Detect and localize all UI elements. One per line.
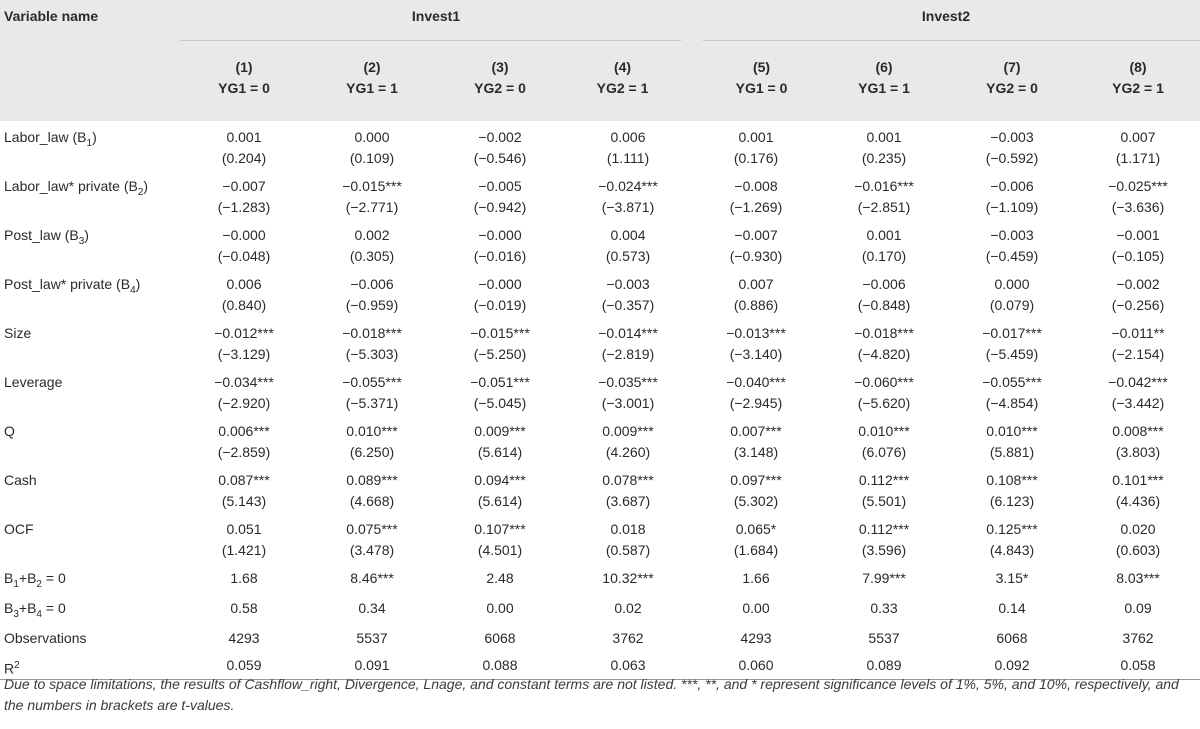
table-cell: 10.32*** — [602, 570, 654, 586]
table-body — [0, 121, 1200, 680]
table-cell: 4293 — [228, 629, 260, 646]
table-row — [0, 320, 1200, 369]
table-row — [0, 173, 1200, 222]
table-cell: 3.15* — [995, 570, 1029, 586]
column-header: (3) YG2 = 0 — [436, 41, 564, 122]
table-row — [0, 418, 1200, 467]
table-cell: 6068 — [484, 629, 516, 646]
table-cell: 0.060 — [738, 656, 774, 673]
variable-name-header: Variable name — [4, 8, 99, 24]
table-row — [0, 369, 1200, 418]
table-cell: −0.055*** (−4.854) — [982, 374, 1042, 411]
table-row — [0, 595, 1200, 625]
table-cell: −0.003 (−0.459) — [985, 227, 1039, 264]
table-cell: 0.007 (1.171) — [1115, 129, 1161, 166]
table-cell: 0.34 — [358, 599, 386, 616]
table-cell: 0.010*** (5.881) — [986, 423, 1038, 460]
table-cell: 0.058 — [1120, 656, 1156, 673]
table-cell: 0.007 (0.886) — [733, 276, 779, 313]
table-cell: 0.075*** (3.478) — [346, 521, 398, 558]
row-label: $B_3+B_4 = 0$ — [4, 599, 66, 620]
table-cell: 0.089*** (4.668) — [346, 472, 398, 509]
table-cell: 0.001 (0.176) — [733, 129, 779, 166]
row-label: Post_law $(B_3)$ — [4, 227, 89, 247]
table-cell: 0.006 (1.111) — [606, 129, 650, 166]
table-cell: 4293 — [740, 629, 772, 646]
row-label: Q — [4, 423, 15, 439]
table-cell: 0.088 — [482, 656, 518, 673]
table-cell: 6068 — [996, 629, 1028, 646]
table-cell: 0.58 — [230, 599, 258, 616]
table-cell: −0.006 (−0.848) — [857, 276, 911, 313]
table-cell: −0.005 (−0.942) — [473, 178, 527, 215]
table-cell: 1.68 — [230, 570, 258, 586]
table-cell: −0.018*** (−5.303) — [342, 325, 402, 362]
table-cell: 0.092 — [994, 656, 1030, 673]
table-cell: −0.042*** (−3.442) — [1108, 374, 1168, 411]
table-cell: −0.006 (−1.109) — [985, 178, 1039, 215]
column-header: (6) YG1 = 1 — [820, 41, 948, 122]
table-row — [0, 222, 1200, 271]
row-label: $R^2$ — [4, 659, 20, 677]
table-cell: 0.089 — [866, 656, 902, 673]
table-cell: 0.001 (0.235) — [861, 129, 907, 166]
table-cell: −0.018*** (−4.820) — [854, 325, 914, 362]
table-cell: 0.020 (0.603) — [1115, 521, 1161, 558]
table-cell: −0.000 (−0.016) — [473, 227, 527, 264]
column-header: (7) YG2 = 0 — [948, 41, 1076, 122]
table-cell: 0.09 — [1124, 599, 1152, 616]
column-header: (8) YG2 = 1 — [1076, 41, 1200, 122]
table-cell: −0.001 (−0.105) — [1111, 227, 1165, 264]
table-row — [0, 121, 1200, 173]
group-header-invest2: Invest2 — [921, 8, 971, 24]
table-cell: −0.015*** (−5.250) — [470, 325, 530, 362]
table-cell: 0.097*** (5.302) — [730, 472, 782, 509]
table-cell: 0.004 (0.573) — [605, 227, 651, 264]
table-footnote: Due to space limitations, the results of Cashflow_right, Divergence, Lnage, and constant terms are not listed. ***, **, and * represent significance levels of 1%, 5%, and 10%, respectively, and the numbers in brackets are t-values. — [4, 676, 1179, 713]
table-row — [0, 271, 1200, 320]
table-cell: 5537 — [356, 629, 388, 646]
table-cell: 0.006*** (−2.859) — [217, 423, 271, 460]
table-cell: −0.008 (−1.269) — [729, 178, 783, 215]
table-cell: 0.009*** (4.260) — [602, 423, 654, 460]
table-cell: −0.034*** (−2.920) — [214, 374, 274, 411]
table-cell: −0.051*** (−5.045) — [470, 374, 530, 411]
table-cell: 0.091 — [354, 656, 390, 673]
table-cell: −0.007 (−1.283) — [217, 178, 271, 215]
table-cell: −0.007 (−0.930) — [729, 227, 783, 264]
column-header: (4) YG2 = 1 — [564, 41, 692, 122]
table-cell: 0.112*** (5.501) — [858, 472, 910, 509]
table-cell: 0.001 (0.204) — [221, 129, 267, 166]
row-label: Post_law* private $(B_4)$ — [4, 276, 141, 296]
table-cell: −0.013*** (−3.140) — [726, 325, 786, 362]
table-cell: 0.001 (0.170) — [861, 227, 907, 264]
table-cell: 0.008*** (3.803) — [1112, 423, 1164, 460]
table-cell: −0.025*** (−3.636) — [1108, 178, 1168, 215]
table-row — [0, 565, 1200, 595]
table-cell: 7.99*** — [862, 570, 906, 586]
table-cell: 0.02 — [614, 599, 642, 616]
table-cell: 5537 — [868, 629, 900, 646]
table-cell: −0.003 (−0.592) — [985, 129, 1039, 166]
table-cell: 0.009*** (5.614) — [474, 423, 526, 460]
row-label: Labor_law $(B_1)$ — [4, 129, 97, 149]
table-cell: −0.002 (−0.256) — [1111, 276, 1165, 313]
table-cell: 0.018 (0.587) — [605, 521, 651, 558]
row-label: Size — [4, 325, 32, 341]
table-cell: 0.087*** (5.143) — [218, 472, 270, 509]
table-cell: 0.101*** (4.436) — [1112, 472, 1164, 509]
group-header-invest1: Invest1 — [411, 8, 461, 24]
table-row — [0, 516, 1200, 565]
table-cell: 0.112*** (3.596) — [858, 521, 910, 558]
table-cell: −0.055*** (−5.371) — [342, 374, 402, 411]
table-cell: 0.33 — [870, 599, 898, 616]
table-cell: 0.063 — [610, 656, 646, 673]
table-row — [0, 467, 1200, 516]
table-cell: −0.017*** (−5.459) — [982, 325, 1042, 362]
table-cell: 3762 — [612, 629, 644, 646]
table-cell: 1.66 — [742, 570, 770, 586]
table-cell: −0.006 (−0.959) — [345, 276, 399, 313]
row-label: Observations — [4, 629, 87, 646]
table-cell: 0.108*** (6.123) — [986, 472, 1038, 509]
column-header: (5) YG1 = 0 — [692, 41, 820, 122]
column-header: (1) YG1 = 0 — [180, 41, 308, 122]
column-header-row — [0, 41, 1200, 122]
row-label: Leverage — [4, 374, 63, 390]
table-cell: −0.040*** (−2.945) — [726, 374, 786, 411]
table-cell: 0.010*** (6.076) — [858, 423, 910, 460]
table-cell: 0.051 (1.421) — [221, 521, 267, 558]
table-cell: 8.46*** — [350, 570, 394, 586]
table-cell: 0.007*** (3.148) — [730, 423, 782, 460]
table-cell: 0.078*** (3.687) — [602, 472, 654, 509]
table-cell: 0.00 — [486, 599, 514, 616]
table-cell: 0.000 (0.079) — [989, 276, 1035, 313]
table-cell: −0.015*** (−2.771) — [342, 178, 402, 215]
table-cell: −0.000 (−0.048) — [217, 227, 271, 264]
table-row — [0, 625, 1200, 652]
table-cell: 0.010*** (6.250) — [346, 423, 398, 460]
table-cell: −0.012*** (−3.129) — [214, 325, 274, 362]
row-label: OCF — [4, 521, 34, 537]
table-cell: −0.011** (−2.154) — [1111, 325, 1165, 362]
table-cell: 2.48 — [486, 570, 514, 586]
table-cell: 0.094*** (5.614) — [474, 472, 526, 509]
row-label: $B_1+B_2 = 0$ — [4, 570, 66, 590]
table-cell: −0.024*** (−3.871) — [598, 178, 658, 215]
table-cell: 0.107*** (4.501) — [474, 521, 526, 558]
table-cell: 8.03*** — [1116, 570, 1160, 586]
table-cell: 0.002 (0.305) — [349, 227, 395, 264]
table-cell: 0.125*** (4.843) — [986, 521, 1038, 558]
table-cell: 3762 — [1122, 629, 1154, 646]
column-header: (2) YG1 = 1 — [308, 41, 436, 122]
table-cell: 0.059 — [226, 656, 262, 673]
table-cell: −0.002 (−0.546) — [473, 129, 527, 166]
table-cell: 0.000 (0.109) — [349, 129, 395, 166]
table-cell: 0.065* (1.684) — [733, 521, 779, 558]
table-cell: 0.006 (0.840) — [221, 276, 267, 313]
table-cell: −0.035*** (−3.001) — [598, 374, 658, 411]
table-cell: −0.060*** (−5.620) — [854, 374, 914, 411]
group-header-row — [0, 0, 1200, 41]
table-cell: 0.00 — [742, 599, 770, 616]
table-cell: −0.016*** (−2.851) — [854, 178, 914, 215]
table-cell: 0.14 — [998, 599, 1026, 616]
row-label: Cash — [4, 472, 37, 488]
table-cell: −0.003 (−0.357) — [601, 276, 655, 313]
table-cell: −0.000 (−0.019) — [473, 276, 527, 313]
row-label: Labor_law* private $(B_2)$ — [4, 178, 149, 198]
table-cell: −0.014*** (−2.819) — [598, 325, 658, 362]
